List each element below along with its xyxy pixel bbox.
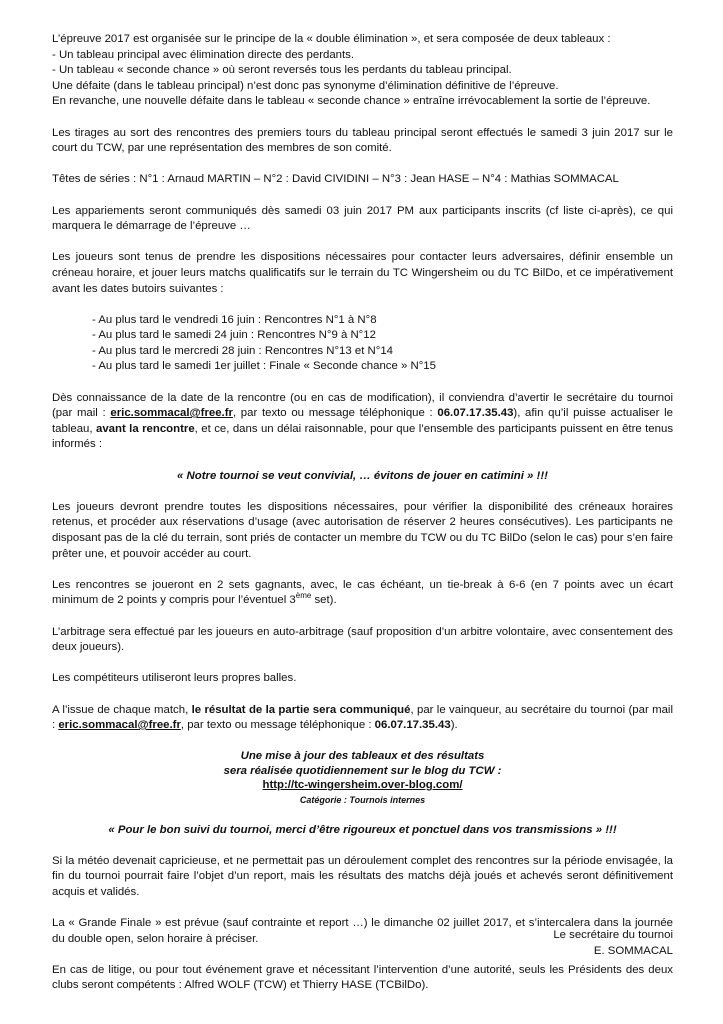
blog-block bbox=[52, 749, 673, 807]
signature-role: Le secrétaire du tournoi bbox=[553, 929, 673, 941]
arbitrage-paragraph: L’arbitrage sera effectué par les joueurs en auto-arbitrage (sauf proposition d’un arbitre volontaire, avec consentement des deux joueurs). bbox=[52, 625, 673, 654]
joueurs-tenus-paragraph: Les joueurs sont tenus de prendre les dispositions nécessaires pour contacter leurs adversaires, définir ensemble un créneau horaire, et jouer leurs matchs qualificatifs sur le terrain du TC Wingersheim ou du TC BilDo, et ce impérativement avant les dates butoirs suivantes : bbox=[52, 251, 673, 295]
text-run: , par texto ou message téléphonique : bbox=[232, 407, 438, 420]
text-run: ), afin qu’il puisse actualiser le tableau, bbox=[52, 407, 673, 435]
tirages-paragraph: Les tirages au sort des rencontres des premiers tours du tableau principal seront effectués le samedi 3 juin 2017 sur le court du TCW, par une représentation des membres de son comité. bbox=[52, 126, 673, 155]
balles-paragraph: Les compétiteurs utiliseront leurs propres balles. bbox=[52, 672, 297, 685]
litige-paragraph: En cas de litige, ou pour tout événement grave et nécessitant l’intervention d’une autorité, seuls les Présidents des deux clubs seront compétents : Alfred WOLF (TCW) et Thierry HASE (TCBilDo). bbox=[52, 963, 673, 992]
phone-number: 06.07.17.35.43 bbox=[437, 407, 514, 420]
text-run: Dès connaissance de la date de la rencontre (ou en cas de modification), il conviendra d’avertir le secrétaire du tournoi (par mail : bbox=[52, 391, 673, 420]
blog-line-1: Une mise à jour des tableaux et des résultats bbox=[240, 750, 485, 763]
intro-line-4: Une défaite (dans le tableau principal) n’est donc pas synonyme d’élimination définitive de l’épreuve. bbox=[52, 79, 559, 92]
resultat-bold: le résultat de la partie sera communiqué bbox=[191, 703, 411, 716]
blog-url-link[interactable]: http://tc-wingersheim.over-blog.com/ bbox=[262, 779, 463, 792]
signature-name: E. SOMMACAL bbox=[593, 944, 673, 957]
text-run: set). bbox=[311, 594, 337, 607]
text-run: ). bbox=[450, 719, 458, 732]
text-run: A l’issue de chaque match, bbox=[52, 703, 192, 716]
superscript: ème bbox=[295, 591, 312, 601]
phone-number: 06.07.17.35.43 bbox=[374, 719, 451, 732]
appariements-paragraph: Les appariements seront communiqués dès samedi 03 juin 2017 PM aux participants inscrits (cf liste ci-après), ce qui marquera le démarrage de l’épreuve … bbox=[52, 204, 673, 233]
convivial-motto: « Notre tournoi se veut convivial, … évitons de jouer en catimini » !!! bbox=[177, 469, 548, 482]
sets-paragraph bbox=[52, 578, 673, 609]
intro-line-3: - Un tableau « seconde chance » où seront reversés tous les perdants du tableau principal. bbox=[52, 64, 512, 77]
intro-line-1: L’épreuve 2017 est organisée sur le principe de la « double élimination », et sera composée de deux tableaux : bbox=[52, 33, 611, 45]
meteo-paragraph: Si la météo devenait capricieuse, et ne permettait pas un déroulement complet des rencontres sur la période envisagée, la fin du tournoi pourrait faire l’objet d’un report, mais les résultats des matchs déjà joués et achevés seront définitivement acquis et validés. bbox=[52, 854, 673, 898]
dispositions-paragraph: Les joueurs devront prendre toutes les dispositions nécessaires, pour vérifier la disponibilité des créneaux horaires retenus, et procéder aux réservations d’usage (avec autorisation de réserver 2 heures consécutives). Les participants ne disposant pas de la clé du terrain, sont priés de contacter un membre du TCW ou du TC BilDo (selon le cas) pour s’en faire prêter une, et pouvoir accéder au court. bbox=[52, 500, 673, 560]
text-run: , et ce, dans un délai raisonnable, pour que l’ensemble des participants puissent en être tenus informés : bbox=[52, 422, 674, 451]
blog-category: Catégorie : Tournois internes bbox=[299, 794, 426, 805]
email-link[interactable]: eric.sommacal@free.fr bbox=[110, 407, 233, 420]
suivi-motto: « Pour le bon suivi du tournoi, merci d’être rigoureux et ponctuel dans vos transmissions » !!! bbox=[108, 823, 617, 836]
deadline-list bbox=[52, 313, 673, 375]
grande-finale-paragraph: La « Grande Finale » est prévue (sauf contrainte et report …) le dimanche 02 juillet 2017, et s’intercalera dans la journée du double open, selon horaire à préciser. bbox=[52, 917, 673, 945]
text-run: Les rencontres se joueront en 2 sets gagnants, avec, le cas échéant, un tie-break à 6-6 (en 7 points avec un écart minimum de 2 points y compris pour l’éventuel 3 bbox=[52, 578, 673, 607]
avant-rencontre: avant la rencontre bbox=[95, 422, 195, 435]
text-run: , par le vainqueur, au secrétaire du tournoi (par mail : bbox=[52, 703, 673, 732]
intro-line-2: - Un tableau principal avec élimination directe des perdants. bbox=[52, 48, 355, 61]
issue-paragraph bbox=[52, 703, 673, 734]
deadline-item: - Au plus tard le samedi 24 juin : Rencontres N°9 à N°12 bbox=[92, 329, 376, 342]
connaissance-paragraph bbox=[52, 391, 673, 453]
intro-line-5: En revanche, une nouvelle défaite dans le tableau « seconde chance » entraîne irrévocablement la sortie de l’épreuve. bbox=[52, 95, 651, 108]
deadline-item: - Au plus tard le mercredi 28 juin : Rencontres N°13 et N°14 bbox=[92, 344, 393, 357]
blog-line-2: sera réalisée quotidiennement sur le blog du TCW : bbox=[223, 764, 502, 777]
email-link[interactable]: eric.sommacal@free.fr bbox=[58, 719, 181, 732]
intro-paragraph bbox=[52, 32, 673, 110]
deadline-item: - Au plus tard le samedi 1er juillet : Finale « Seconde chance » N°15 bbox=[92, 360, 436, 373]
tetes-de-series: Têtes de séries : N°1 : Arnaud MARTIN – N°2 : David CIVIDINI – N°3 : Jean HASE – N°4 : Mathias SOMMACAL bbox=[52, 173, 619, 186]
text-run: , par texto ou message téléphonique : bbox=[180, 719, 375, 732]
deadline-item: - Au plus tard le vendredi 16 juin : Rencontres N°1 à N°8 bbox=[92, 313, 377, 326]
signature-block bbox=[553, 928, 673, 959]
